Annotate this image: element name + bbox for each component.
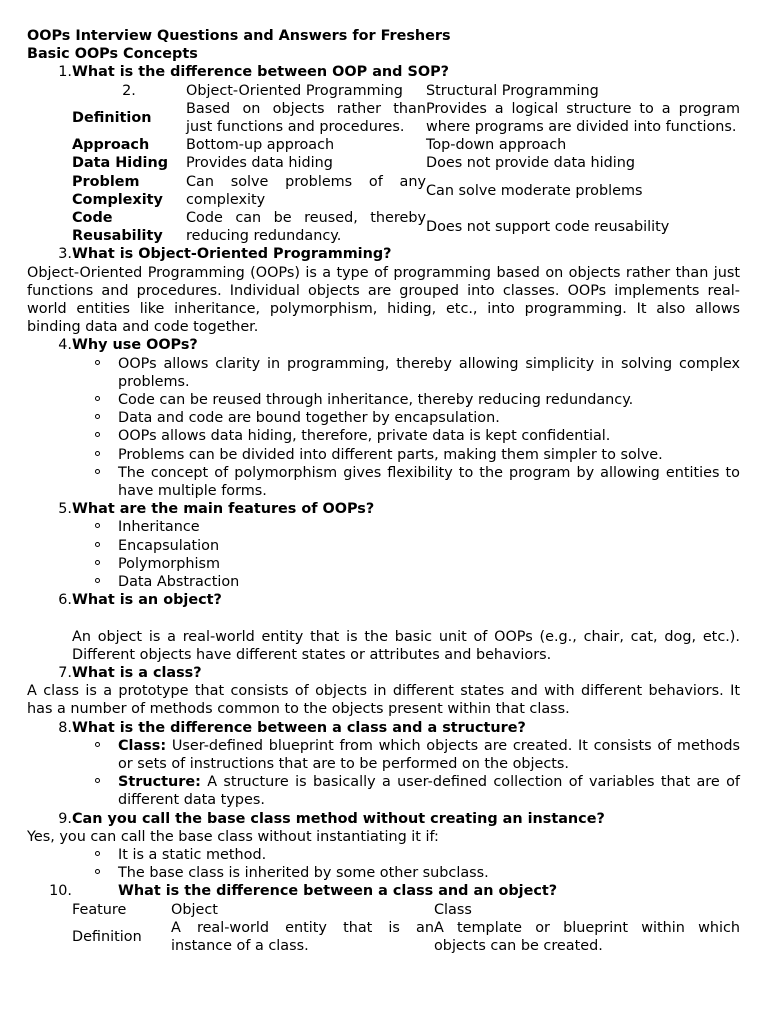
table-cell: Can solve moderate problems	[426, 182, 643, 199]
circle-bullet-icon	[95, 451, 100, 456]
question-text: What is the difference between a class and an object?	[118, 883, 558, 900]
table-row	[72, 919, 740, 955]
table-cell: Top-down approach	[426, 137, 567, 154]
circle-bullet-icon	[95, 523, 100, 528]
list-item: Problems can be divided into different parts, making them simpler to solve.	[27, 446, 740, 464]
circle-bullet-icon	[95, 869, 100, 874]
list-item: Data and code are bound together by encapsulation.	[27, 409, 740, 427]
table-cell: A real-world entity that is an instance of a class.	[171, 919, 434, 954]
row-label: Approach	[72, 137, 150, 154]
list-item	[27, 737, 740, 773]
list-item: It is a static method.	[27, 846, 740, 864]
question-number: 1.	[58, 64, 72, 81]
table-cell: Code can be reused, thereby reducing redundancy.	[186, 210, 426, 245]
list-item: Polymorphism	[27, 555, 740, 573]
row-label: Problem Complexity	[72, 173, 163, 208]
table-cell: Structural Programming	[426, 82, 599, 99]
document-page	[27, 27, 740, 955]
answer-paragraph: An object is a real-world entity that is the basic unit of OOPs (e.g., chair, cat, dog, etc.). Different objects have different states or attributes and behaviors.	[72, 628, 740, 663]
section-heading: Basic OOPs Concepts	[27, 46, 198, 63]
table-cell: Class	[434, 901, 472, 918]
list-item	[27, 773, 740, 809]
question-text: What is a class?	[72, 664, 202, 681]
table-cell: A template or blueprint within which objects can be created.	[434, 919, 740, 954]
row-label: Code Reusability	[72, 210, 163, 245]
row-label: Data Hiding	[72, 155, 169, 172]
row-label: Definition	[72, 109, 152, 126]
question-5	[27, 500, 740, 518]
question-number: 8.	[58, 719, 72, 736]
table-cell: Can solve problems of any complexity	[186, 173, 426, 208]
circle-bullet-icon	[95, 396, 100, 401]
oop-vs-sop-table	[72, 82, 740, 246]
question-number: 9.	[58, 810, 72, 827]
table-cell: Object-Oriented Programming	[186, 82, 403, 99]
table-header-row	[72, 901, 740, 919]
question-number: 5.	[58, 501, 72, 518]
question-text: Why use OOPs?	[72, 337, 198, 354]
circle-bullet-icon	[95, 578, 100, 583]
table-cell: Provides data hiding	[186, 155, 333, 172]
question-text: What are the main features of OOPs?	[72, 501, 375, 518]
question-text: What is an object?	[72, 592, 222, 609]
question-6	[27, 591, 740, 609]
answer-paragraph: A class is a prototype that consists of objects in different states and with different behaviors. It has a number of methods common to the objects present within that class.	[27, 683, 740, 718]
question-10	[27, 882, 740, 900]
question-9	[27, 810, 740, 828]
table-cell: Does not provide data hiding	[426, 155, 636, 172]
question-text: What is the difference between OOP and SOP?	[72, 64, 449, 81]
table-cell: Does not support code reusability	[426, 219, 670, 236]
table-cell: Object	[171, 901, 218, 918]
question-number: 3.	[58, 246, 72, 263]
table-row	[72, 154, 740, 172]
circle-bullet-icon	[95, 414, 100, 419]
answer-paragraph: Object-Oriented Programming (OOPs) is a type of programming based on objects rather than just functions and procedures. Individual objects are grouped into classes. OOPs implements real-world entities like inheritance, polymorphism, hiding, etc., into programming. It also allows binding data and code together.	[27, 264, 740, 336]
question-7	[27, 664, 740, 682]
term-description: A structure is basically a user-defined collection of variables that are of different data types.	[118, 774, 740, 809]
list-item: OOPs allows clarity in programming, thereby allowing simplicity in solving complex problems.	[27, 355, 740, 391]
list-item: OOPs allows data hiding, therefore, private data is kept confidential.	[27, 427, 740, 445]
circle-bullet-icon	[95, 778, 100, 783]
question-number: 7.	[58, 664, 72, 681]
question-number: 10.	[49, 883, 72, 900]
table-cell: Bottom-up approach	[186, 137, 335, 154]
circle-bullet-icon	[95, 560, 100, 565]
question-text: What is Object-Oriented Programming?	[72, 246, 392, 263]
list-item: Data Abstraction	[27, 573, 740, 591]
table-row	[72, 100, 740, 136]
table-row	[72, 136, 740, 154]
answer-paragraph: Yes, you can call the base class without instantiating it if:	[27, 828, 439, 845]
table-header-row	[72, 82, 740, 100]
question-text: What is the difference between a class and a structure?	[72, 719, 526, 736]
circle-bullet-icon	[95, 542, 100, 547]
list-item: The base class is inherited by some other subclass.	[27, 864, 740, 882]
bullet-list	[27, 846, 740, 882]
list-item: Code can be reused through inheritance, thereby reducing redundancy.	[27, 391, 740, 409]
list-item: Encapsulation	[27, 537, 740, 555]
table-cell: Provides a logical structure to a program where programs are divided into functions.	[426, 100, 740, 136]
circle-bullet-icon	[95, 360, 100, 365]
table-cell: Based on objects rather than just functions and procedures.	[186, 100, 426, 136]
list-item: Inheritance	[27, 518, 740, 536]
question-4	[27, 336, 740, 354]
row-label: Definition	[72, 928, 142, 945]
table-cell: Feature	[72, 901, 127, 918]
question-text: Can you call the base class method without creating an instance?	[72, 810, 605, 827]
term-label: Structure:	[118, 774, 201, 791]
table-row	[72, 173, 740, 209]
table-cell: 2.	[122, 82, 136, 99]
question-number: 4.	[58, 337, 72, 354]
question-1	[27, 63, 740, 81]
question-3	[27, 245, 740, 263]
bullet-list	[27, 518, 740, 591]
circle-bullet-icon	[95, 469, 100, 474]
question-number: 6.	[58, 592, 72, 609]
list-item: The concept of polymorphism gives flexibility to the program by allowing entities to have multiple forms.	[27, 464, 740, 500]
class-vs-object-table	[72, 901, 740, 956]
bullet-list	[27, 737, 740, 810]
table-row	[72, 209, 740, 245]
document-title: OOPs Interview Questions and Answers for Freshers	[27, 28, 451, 44]
circle-bullet-icon	[95, 742, 100, 747]
question-8	[27, 719, 740, 737]
bullet-list	[27, 355, 740, 501]
term-description: User-defined blueprint from which objects are created. It consists of methods or sets of instructions that are to be performed on the objects.	[118, 737, 740, 772]
circle-bullet-icon	[95, 432, 100, 437]
circle-bullet-icon	[95, 851, 100, 856]
term-label: Class:	[118, 737, 167, 754]
